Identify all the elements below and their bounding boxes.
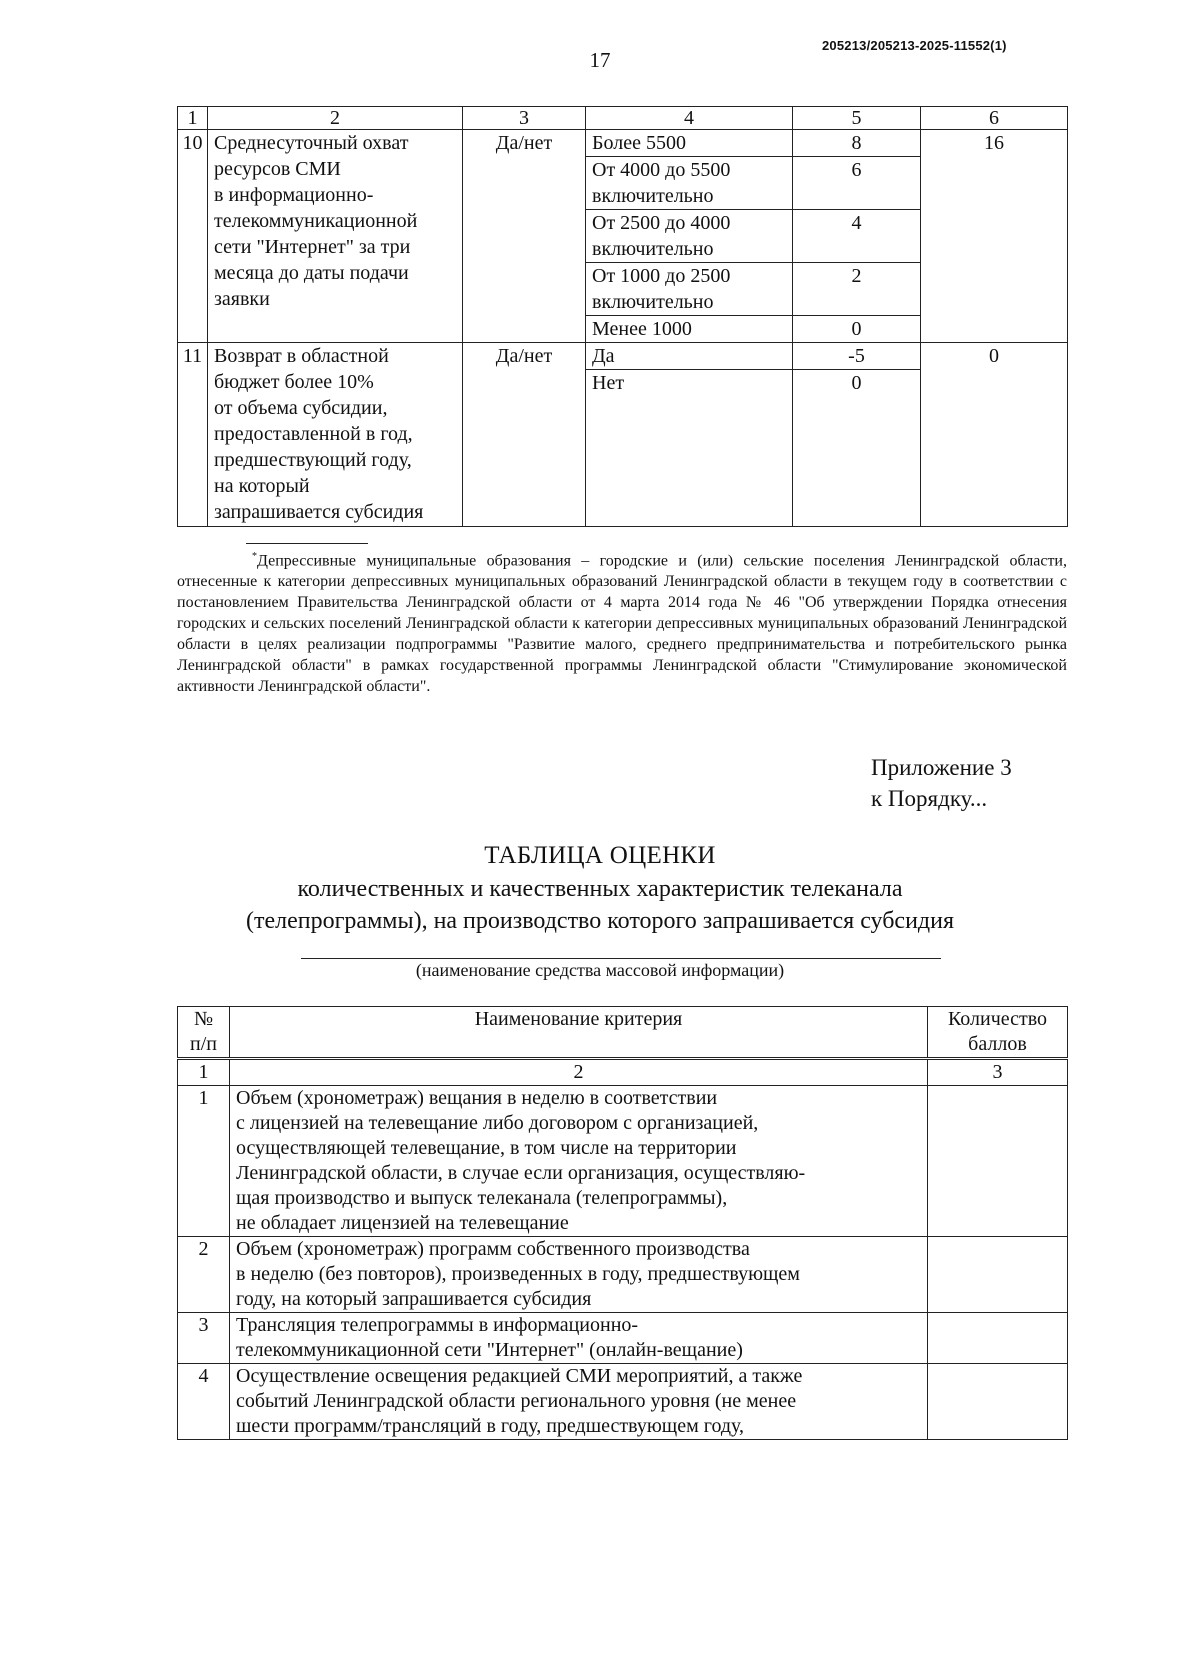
option-points: 0 — [793, 370, 921, 527]
option-points: 0 — [793, 316, 921, 343]
table-row — [178, 343, 1068, 370]
option-line: Да — [592, 345, 615, 367]
row-number: 3 — [178, 1313, 230, 1364]
col-index-5: 5 — [793, 107, 921, 130]
column-index-row — [178, 1059, 1068, 1086]
option-line: От 4000 до 5500 — [592, 159, 731, 181]
row-number: 2 — [178, 1237, 230, 1313]
criterion-line: с лицензией на телевещание либо договором с организацией, — [236, 1112, 759, 1134]
option-line: включительно — [592, 238, 714, 260]
option-label — [586, 316, 793, 343]
criterion-line: Трансляция телепрограммы в информационно- — [236, 1314, 639, 1336]
option-line: От 1000 до 2500 — [592, 265, 731, 287]
option-line: Более 5500 — [592, 132, 686, 154]
max-points: 16 — [921, 130, 1068, 343]
row-number: 11 — [178, 343, 208, 527]
criterion-line: Объем (хронометраж) вещания в неделю в соответствии — [236, 1087, 718, 1109]
header-line: № — [193, 1008, 214, 1030]
table-row — [178, 1237, 1068, 1313]
criterion-line: телекоммуникационной сети "Интернет" (онлайн-вещание) — [236, 1339, 743, 1361]
appendix-label — [871, 752, 1012, 814]
criterion-line: в неделю (без повторов), произведенных в году, предшествующем — [236, 1263, 800, 1285]
option-label — [586, 263, 793, 316]
points-cell — [928, 1364, 1068, 1440]
criterion-line: на который — [214, 475, 310, 497]
option-line: Нет — [592, 372, 625, 394]
col-index-1: 1 — [178, 107, 208, 130]
criterion-line: не обладает лицензией на телевещание — [236, 1212, 569, 1234]
criterion-text — [208, 130, 463, 343]
criterion-line: от объема субсидии, — [214, 397, 388, 419]
table-header-row — [178, 1007, 1068, 1059]
row-number: 1 — [178, 1086, 230, 1237]
criterion-line: ресурсов СМИ — [214, 158, 341, 180]
header-num — [178, 1007, 230, 1059]
document-number: 205213/205213-2025-11552(1) — [822, 38, 1007, 53]
criterion-line: предшествующий году, — [214, 449, 412, 471]
col-index-3: 3 — [928, 1059, 1068, 1086]
max-points: 0 — [921, 343, 1068, 527]
criterion-text — [230, 1313, 928, 1364]
criterion-text — [230, 1086, 928, 1237]
criterion-line: сети "Интернет" за три — [214, 236, 411, 258]
option-line: От 2500 до 4000 — [592, 212, 731, 234]
table-row — [178, 1364, 1068, 1440]
criterion-text — [208, 343, 463, 527]
footnote-separator — [246, 543, 368, 544]
row-number: 10 — [178, 130, 208, 343]
option-points: 6 — [793, 157, 921, 210]
answer-type: Да/нет — [463, 343, 586, 527]
col-index-6: 6 — [921, 107, 1068, 130]
criterion-line: месяца до даты подачи — [214, 262, 409, 284]
header-line: Количество — [947, 1008, 1048, 1030]
criterion-line: заявки — [214, 288, 270, 310]
col-index-2: 2 — [208, 107, 463, 130]
option-label — [586, 210, 793, 263]
criterion-line: событий Ленинградской области регионального уровня (не менее — [236, 1390, 797, 1412]
answer-type: Да/нет — [463, 130, 586, 343]
header-criterion: Наименование критерия — [230, 1007, 928, 1059]
table-header-row — [178, 107, 1068, 130]
col-index-2: 2 — [230, 1059, 928, 1086]
criterion-text — [230, 1364, 928, 1440]
page-subtitle-line-1: количественных и качественных характеристик телеканала — [297, 876, 903, 902]
criterion-line: Объем (хронометраж) программ собственного производства — [236, 1238, 750, 1260]
option-line: включительно — [592, 185, 714, 207]
footnote — [177, 546, 1067, 697]
col-index-1: 1 — [178, 1059, 230, 1086]
footnote-text: Депрессивные муниципальные образования – городские и (или) сельские поселения Ленинградской области, отнесенные к категории депрессивных муниципальных образований Ленинградской области в текущем году в соответствии с постановлением Правительства Ленинградской области от 4 марта 2014 года № 46 "Об утверждении Порядка отнесения городских и сельских поселений Ленинградской области к категории депрессивных муниципальных образований Ленинградской области в целях реализации подпрограммы "Развитие малого, среднего предпринимательства и потребительского рынка Ленинградской области" в рамках государственной программы Ленинградской области "Стимулирование экономической активности Ленинградской области". — [177, 552, 1067, 696]
header-line: баллов — [968, 1033, 1027, 1055]
criterion-line: Осуществление освещения редакцией СМИ мероприятий, а также — [236, 1365, 803, 1387]
criterion-line: щая производство и выпуск телеканала (телепрограммы), — [236, 1187, 728, 1209]
option-label — [586, 130, 793, 157]
option-label — [586, 343, 793, 370]
table-row — [178, 1313, 1068, 1364]
criterion-line: Ленинградской области, в случае если организация, осуществляю- — [236, 1162, 806, 1184]
option-label — [586, 370, 793, 527]
footnote-marker: * — [252, 551, 257, 562]
appendix-line-2: к Порядку... — [871, 786, 988, 811]
option-points: 2 — [793, 263, 921, 316]
criterion-line: в информационно- — [214, 184, 374, 206]
table-row — [178, 1086, 1068, 1237]
points-cell — [928, 1086, 1068, 1237]
page-subtitle-line-2: (телепрограммы), на производство которого запрашивается субсидия — [245, 908, 955, 934]
option-points: 8 — [793, 130, 921, 157]
points-cell — [928, 1313, 1068, 1364]
option-points: -5 — [793, 343, 921, 370]
criterion-line: запрашивается субсидия — [214, 501, 424, 523]
table-row — [178, 130, 1068, 157]
appendix-line-1: Приложение 3 — [871, 755, 1012, 780]
evaluation-table — [177, 1006, 1068, 1440]
criterion-line: Среднесуточный охват — [214, 132, 409, 154]
header-points — [928, 1007, 1068, 1059]
header-line: п/п — [190, 1033, 217, 1055]
criterion-text — [230, 1237, 928, 1313]
criterion-line: году, на который запрашивается субсидия — [236, 1288, 592, 1310]
criterion-line: шести программ/трансляций в году, предшествующем году, — [236, 1415, 745, 1437]
criterion-line: Возврат в областной — [214, 345, 389, 367]
criterion-line: предоставленной в год, — [214, 423, 413, 445]
fill-in-line — [301, 958, 941, 959]
option-label — [586, 157, 793, 210]
criterion-line: телекоммуникационной — [214, 210, 418, 232]
row-number: 4 — [178, 1364, 230, 1440]
points-cell — [928, 1237, 1068, 1313]
page-title: ТАБЛИЦА ОЦЕНКИ — [484, 842, 716, 869]
criteria-table-continued — [177, 106, 1068, 527]
option-line: Менее 1000 — [592, 318, 692, 340]
col-index-4: 4 — [586, 107, 793, 130]
option-points: 4 — [793, 210, 921, 263]
criterion-line: бюджет более 10% — [214, 371, 374, 393]
fill-in-caption: (наименование средства массовой информации) — [415, 960, 785, 980]
criterion-line: осуществляющей телевещание, в том числе на территории — [236, 1137, 737, 1159]
option-line: включительно — [592, 291, 714, 313]
page-number: 17 — [589, 48, 611, 72]
col-index-3: 3 — [463, 107, 586, 130]
